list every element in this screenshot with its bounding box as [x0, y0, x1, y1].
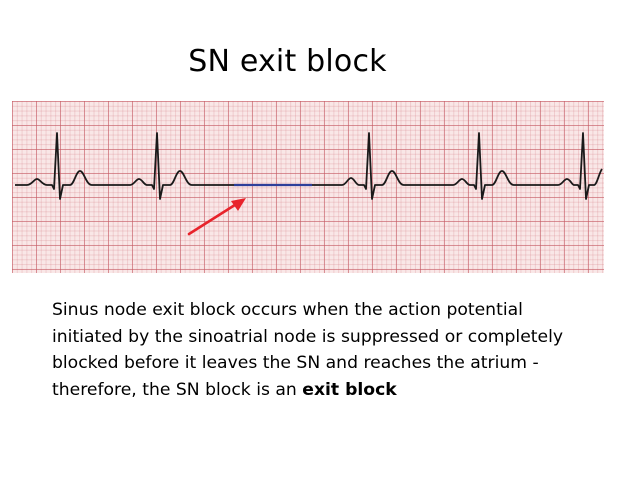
description-text: Sinus node exit block occurs when the action potential initiated by the sinoatrial node is suppressed or completely blocked before it leaves the SN and reaches the atrium - therefore, the SN block is an [52, 300, 564, 400]
slide-title: SN exit block [188, 44, 387, 79]
description-emphasis: exit block [302, 379, 397, 400]
ecg-trace [12, 101, 604, 273]
ecg-waveform [15, 133, 602, 199]
description-paragraph [52, 297, 592, 403]
red-arrow-icon [180, 190, 260, 242]
